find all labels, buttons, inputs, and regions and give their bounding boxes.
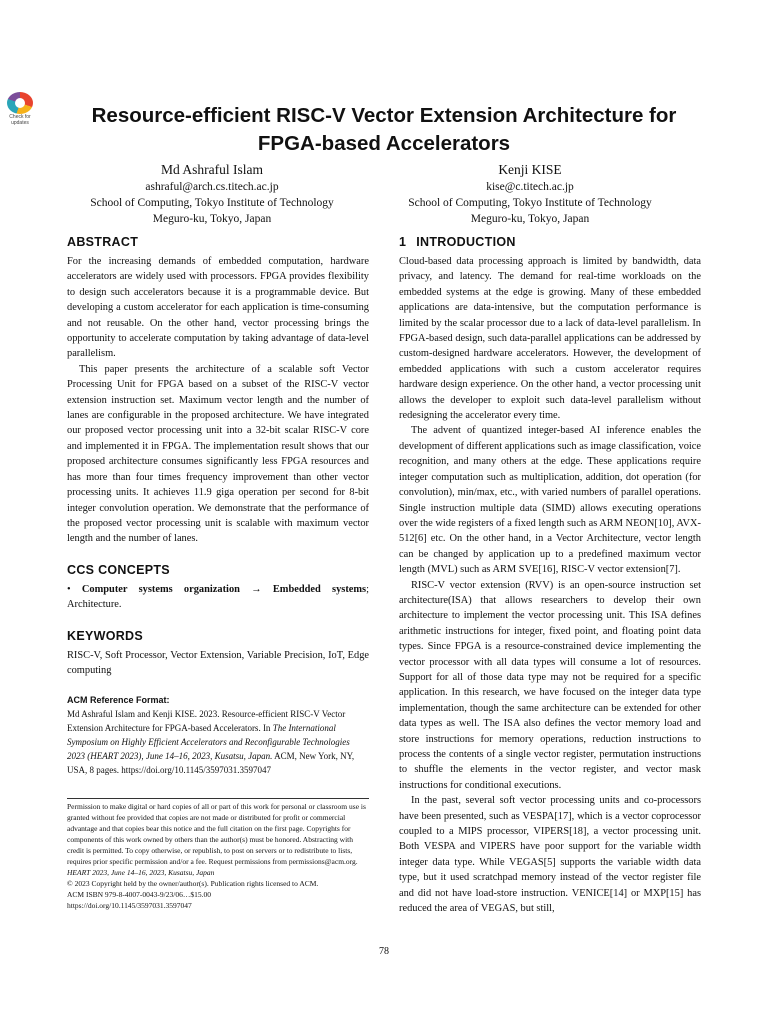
left-column xyxy=(67,234,369,777)
paper-title xyxy=(60,102,708,158)
introduction-heading xyxy=(399,234,701,250)
acm-reference-text-a: Md Ashraful Islam and Kenji KISE. 2023. Resource-efficient RISC-V Vector Extension Architecture for FPGA-based Accelerators. In xyxy=(67,709,346,734)
abstract-paragraph-1: For the increasing demands of embedded computation, hardware accelerators are widely used with processors. FPGA provides flexibility to design such accelerators because it is a programmable device. But developing a custom accelerator for each application is time-consuming and not reusable. On the other hand, vector processing brings the opportunity to accelerate computation by taking advantage of data-level parallelism. xyxy=(67,256,369,360)
crossmark-icon xyxy=(7,92,33,114)
section-number: 1 xyxy=(399,235,407,249)
abstract-heading: ABSTRACT xyxy=(67,235,139,249)
intro-paragraph-4: In the past, several soft vector processing units and co-processors have been presented, such as VESPA[17], which is a vector coprocessor coupled to a MIPS processor, VIPERS[18], a vector processing unit. Both VESPA and VIPERS have poor support for the variable width integer data type. While VEGAS[5] supports the variable width data type, but it used scratchpad memory instead of the vector register file and did not have load-store instruction. VENICE[14] or MXP[15] has reduced the area of VEGAS, but still, xyxy=(399,795,701,915)
intro-paragraph-1: Cloud-based data processing approach is limited by bandwidth, data privacy, and latency. The demand for real-time workloads on the embedded systems at the edge is growing. Many of these embedded applications are data-intensive, but the computation performance is limited by the scalar processor due to a lack of data-level parallelism. In FPGA-based design, such data-parallel applications can be addressed by custom-designed hardware accelerators. However, the development of embedded applications with such a custom accelerator requires hardware design experience. On the other hand, a vector processing unit allows the developer to exploit such data-level parallelism without redesigning the accelerator every time. xyxy=(399,256,701,422)
keywords-heading: KEYWORDS xyxy=(67,628,144,643)
author-name: Kenji KISE xyxy=(498,162,562,177)
keywords-section xyxy=(67,628,369,679)
abstract-section xyxy=(67,234,369,547)
ccs-concept: Computer systems organization → Embedded systems xyxy=(81,583,367,595)
right-column xyxy=(399,234,701,916)
acm-reference xyxy=(67,693,369,777)
badge-text-line2: updates xyxy=(11,120,29,126)
ccs-heading: CCS CONCEPTS xyxy=(67,562,170,577)
intro-paragraph-2: The advent of quantized integer-based AI inference enables the development of different applications such as image classification, voice recognition, and many others at the edge. These applications require integer computation such as multiplication, addition, dot operation (for convolution), min/max, etc., with varied numbers of parallel operations. Single instruction multiple data (SIMD) allows executing operations over the wide registers of a fixed length such as ARM NEON[10], AVX-512[6] etc. On the other hand, in a Vector Architecture, vector length can be changed by application up to a predefined maximum vector length (MVL) such as ARM SVE[16], RISC-V vector extension[7]. xyxy=(399,425,701,576)
author-email: ashraful@arch.cs.titech.ac.jp xyxy=(145,181,279,193)
acm-reference-label: ACM Reference Format: xyxy=(67,695,170,706)
permission-isbn: ACM ISBN 979-8-4007-0043-9/23/06…$15.00 xyxy=(67,890,211,899)
permission-conference: HEART 2023, June 14–16, 2023, Kusatsu, Japan xyxy=(67,868,215,877)
author-affiliation: School of Computing, Tokyo Institute of Technology xyxy=(90,197,334,209)
section-title: INTRODUCTION xyxy=(416,235,516,249)
acm-reference-venue: The International Symposium on Highly Efficient Accelerators and Reconfigurable Technologies 2023 (HEART 2023), June 14–16, 2023, Kusatsu, Japan. xyxy=(67,723,350,762)
title-line-1: Resource-efficient RISC-V Vector Extension Architecture for xyxy=(91,104,677,127)
acm-reference-text-b: ACM, New York, NY, USA, 8 pages. https://doi.org/10.1145/3597031.3597047 xyxy=(67,751,355,776)
author-block-2 xyxy=(380,161,680,227)
badge-text-line1: Check for xyxy=(9,114,31,120)
author-name: Md Ashraful Islam xyxy=(161,162,263,177)
keywords-text: RISC-V, Soft Processor, Vector Extension, Variable Precision, IoT, Edge computing xyxy=(67,649,369,676)
permission-copyright: © 2023 Copyright held by the owner/author(s). Publication rights licensed to ACM. xyxy=(67,879,319,888)
check-for-updates-badge[interactable] xyxy=(6,92,34,126)
abstract-paragraph-2: This paper presents the architecture of a scalable soft Vector Processing Unit for FPGA based on a subset of the RISC-V vector extension instruction set. Maximum vector length and the number of lanes are configurable in the proposed architecture. We have integrated our proposed vector processing unit into a 32-bit scalar RISC-V core and implemented it in FPGA. The implementation result shows that our proposed architecture consumes significantly less FPGA resources and has more than four times frequency improvement than other vector processing units. It achieves 11.9 giga operation per second for 8-bit integer convolution operation. We demonstrate that the performance of the proposed vector processing unit is scalable with maximum vector length and the number of lanes. xyxy=(67,363,369,545)
ccs-rest: ; Architecture. xyxy=(67,583,369,611)
permission-text: Permission to make digital or hard copies of all or part of this work for personal or classroom use is granted without fee provided that copies are not made or distributed for profit or commercial advantage and that copies bear this notice and the full citation on the first page. Copyrights for components of this work owned by others than the author(s) must be honored. Abstracting with credit is permitted. To copy otherwise, or republish, to post on servers or to redistribute to lists, requires prior specific permission and/or a fee. Request permissions from permissions@acm.org. xyxy=(67,802,366,866)
ccs-section xyxy=(67,562,369,613)
page-number: 78 xyxy=(379,946,389,957)
ccs-bullet: • xyxy=(67,583,71,595)
permission-footnote xyxy=(67,798,369,911)
author-block-1 xyxy=(62,161,362,227)
permission-doi: https://doi.org/10.1145/3597031.3597047 xyxy=(67,901,192,910)
title-line-2: FPGA-based Accelerators xyxy=(257,132,511,155)
intro-paragraph-3: RISC-V vector extension (RVV) is an open-source instruction set architecture(ISA) that allows researchers to develop their own architecture to implement the vector processing unit. This ISA defines arithmetic instructions for integer, fixed point, and floating point data types. Since FPGA is a resource-constrained device implementing the vector processor with all data types will consume a lot of resources. Support for all of those data type may not be required for a specific application. In this research, we have focused on the integer data type implementation, though the same architecture can be extended for other data types as well. The ISA also defines the vector memory load and store instructions for memory operations, reduction instructions to process the contents of a single vector register, permutation instructions to shuffle the elements in the vector register, and vector mask instructions for conditional executions. xyxy=(399,579,701,791)
author-affiliation: School of Computing, Tokyo Institute of Technology xyxy=(408,197,652,209)
author-email: kise@c.titech.ac.jp xyxy=(486,181,574,193)
ccs-text xyxy=(67,582,369,613)
author-location: Meguro-ku, Tokyo, Japan xyxy=(152,213,272,225)
author-location: Meguro-ku, Tokyo, Japan xyxy=(470,213,590,225)
